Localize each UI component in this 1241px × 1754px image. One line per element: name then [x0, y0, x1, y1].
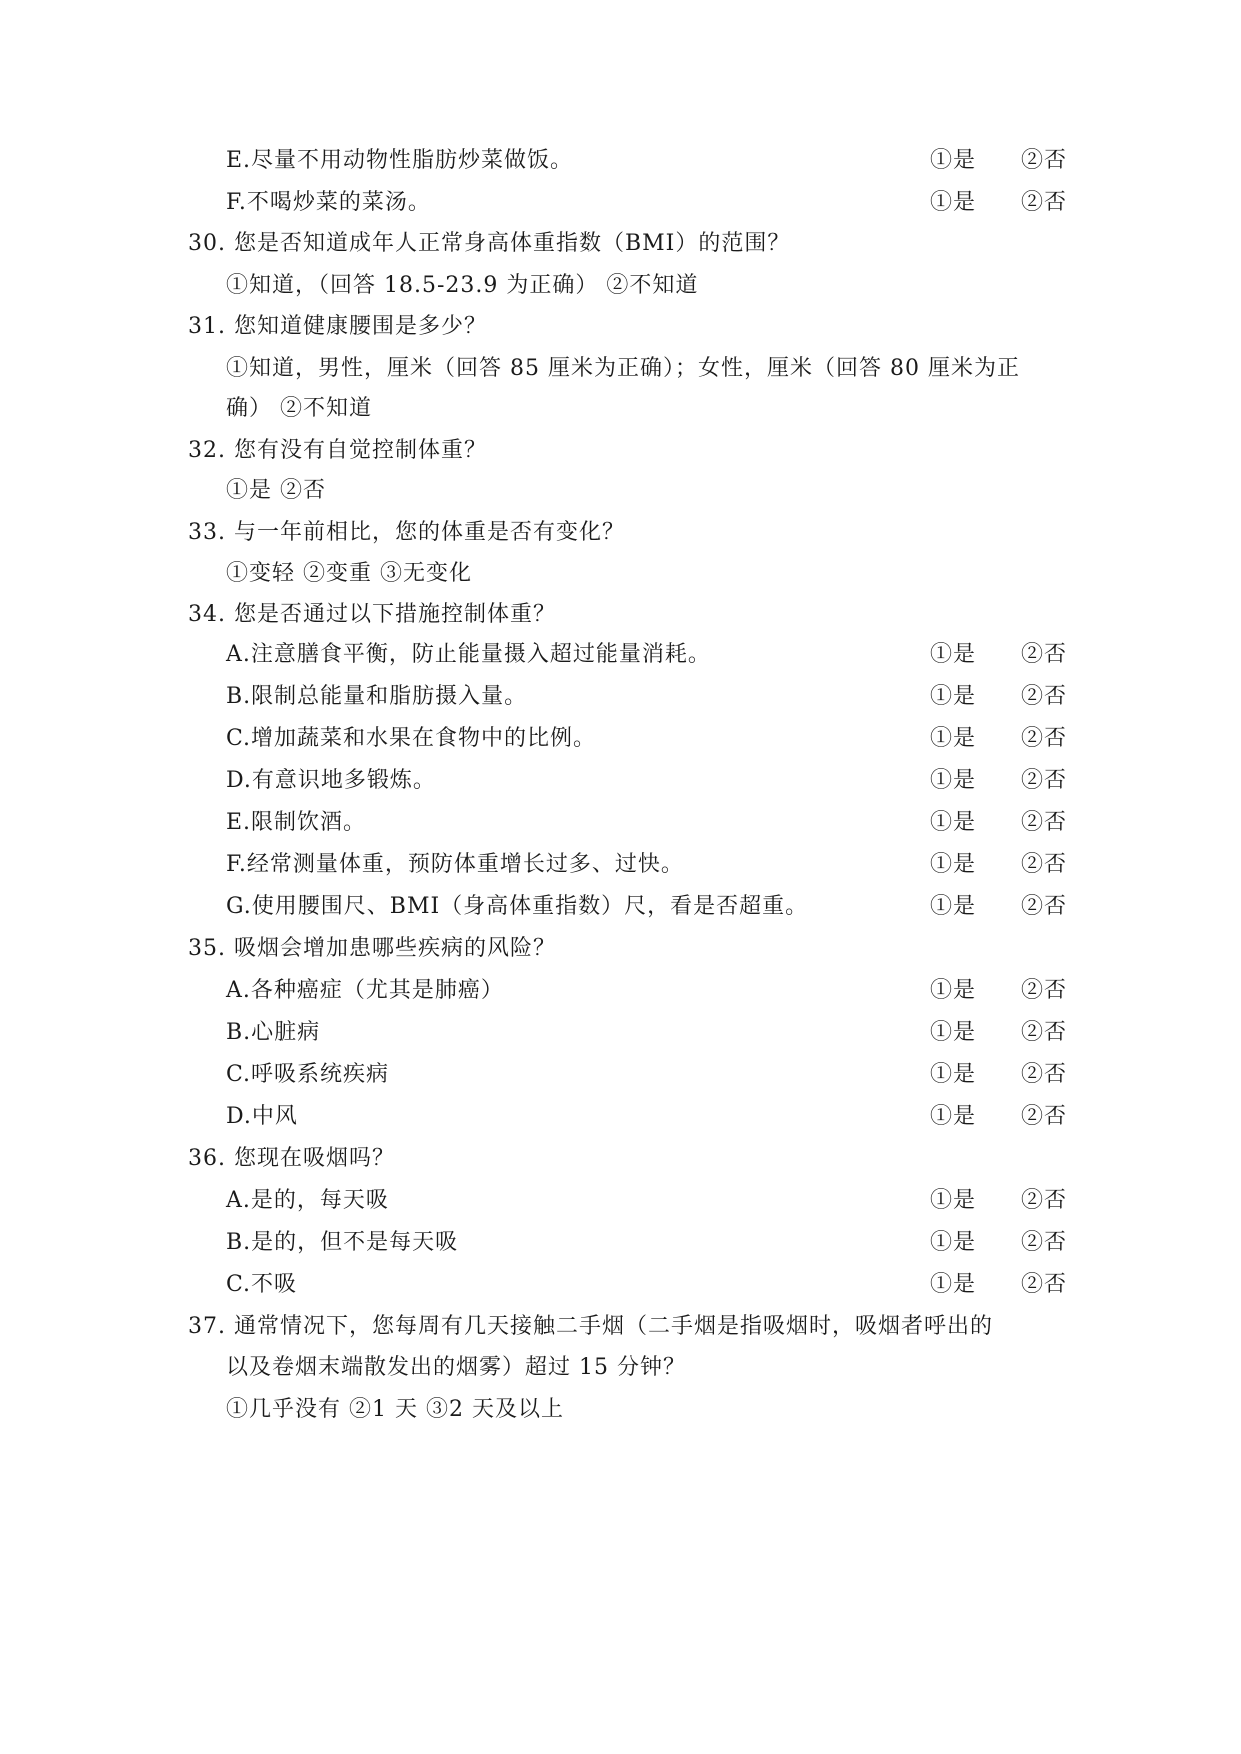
yes-choice[interactable]: ①是	[930, 726, 977, 751]
yes-choice[interactable]: ①是	[930, 642, 977, 667]
no-choice[interactable]: ②否	[1021, 894, 1068, 919]
yes-choice[interactable]: ①是	[930, 1188, 977, 1213]
question-31: 31. 您知道健康腰围是多少？	[188, 314, 487, 339]
no-choice[interactable]: ②否	[1021, 768, 1068, 793]
no-choice[interactable]: ②否	[1021, 978, 1068, 1003]
question-37-line2: 以及卷烟末端散发出的烟雾）超过 15 分钟？	[226, 1355, 686, 1380]
q32-options[interactable]: ①是 ②否	[226, 478, 326, 503]
yes-choice[interactable]: ①是	[930, 1104, 977, 1129]
q30-options[interactable]: ①知道，（回答 18.5-23.9 为正确） ②不知道	[226, 273, 699, 298]
yes-choice[interactable]: ①是	[930, 768, 977, 793]
no-choice[interactable]: ②否	[1021, 1104, 1068, 1129]
no-choice[interactable]: ②否	[1021, 148, 1068, 173]
q36-option-c: C.不吸	[226, 1272, 298, 1297]
yes-choice[interactable]: ①是	[930, 1062, 977, 1087]
q35-option-d: D.中风	[226, 1104, 298, 1129]
q34-option-a: A.注意膳食平衡，防止能量摄入超过能量消耗。	[226, 642, 711, 667]
q34-option-f: F.经常测量体重，预防体重增长过多、过快。	[226, 852, 684, 877]
yes-choice[interactable]: ①是	[930, 190, 977, 215]
q34-option-b: B.限制总能量和脂肪摄入量。	[226, 684, 528, 709]
question-33: 33. 与一年前相比，您的体重是否有变化？	[188, 520, 625, 545]
question-35: 35. 吸烟会增加患哪些疾病的风险？	[188, 936, 556, 961]
q31-options-line1[interactable]: ①知道，男性，厘米（回答 85 厘米为正确）；女性，厘米（回答 80 厘米为正	[226, 356, 1020, 381]
no-choice[interactable]: ②否	[1021, 1188, 1068, 1213]
yes-choice[interactable]: ①是	[930, 1020, 977, 1045]
q33-options[interactable]: ①变轻 ②变重 ③无变化	[226, 561, 472, 586]
q37-options[interactable]: ①几乎没有 ②1 天 ③2 天及以上	[226, 1397, 564, 1422]
no-choice[interactable]: ②否	[1021, 1230, 1068, 1255]
q34-option-c: C.增加蔬菜和水果在食物中的比例。	[226, 726, 597, 751]
q34-option-d: D.有意识地多锻炼。	[226, 768, 436, 793]
question-34: 34. 您是否通过以下措施控制体重？	[188, 602, 556, 627]
question-36: 36. 您现在吸烟吗？	[188, 1146, 395, 1171]
yes-choice[interactable]: ①是	[930, 810, 977, 835]
no-choice[interactable]: ②否	[1021, 726, 1068, 751]
no-choice[interactable]: ②否	[1021, 810, 1068, 835]
yes-choice[interactable]: ①是	[930, 148, 977, 173]
no-choice[interactable]: ②否	[1021, 642, 1068, 667]
question-32: 32. 您有没有自觉控制体重？	[188, 438, 487, 463]
yes-choice[interactable]: ①是	[930, 1272, 977, 1297]
q35-option-a: A.各种癌症（尤其是肺癌）	[226, 978, 504, 1003]
q34-option-g: G.使用腰围尺、BMI（身高体重指数）尺，看是否超重。	[226, 894, 809, 919]
q34-option-e: E.限制饮酒。	[226, 810, 367, 835]
question-30: 30. 您是否知道成年人正常身高体重指数（BMI）的范围？	[188, 231, 791, 256]
no-choice[interactable]: ②否	[1021, 1020, 1068, 1045]
q36-option-b: B.是的，但不是每天吸	[226, 1230, 459, 1255]
no-choice[interactable]: ②否	[1021, 190, 1068, 215]
q36-option-a: A.是的，每天吸	[226, 1188, 389, 1213]
yes-choice[interactable]: ①是	[930, 684, 977, 709]
question-37-line1: 37. 通常情况下，您每周有几天接触二手烟（二手烟是指吸烟时，吸烟者呼出的	[188, 1314, 993, 1339]
q29-option-f: F.不喝炒菜的菜汤。	[226, 190, 431, 215]
no-choice[interactable]: ②否	[1021, 1272, 1068, 1297]
no-choice[interactable]: ②否	[1021, 1062, 1068, 1087]
q35-option-b: B.心脏病	[226, 1020, 321, 1045]
no-choice[interactable]: ②否	[1021, 852, 1068, 877]
yes-choice[interactable]: ①是	[930, 1230, 977, 1255]
q31-options-line2[interactable]: 确） ②不知道	[226, 396, 372, 421]
yes-choice[interactable]: ①是	[930, 852, 977, 877]
yes-choice[interactable]: ①是	[930, 978, 977, 1003]
yes-choice[interactable]: ①是	[930, 894, 977, 919]
q29-option-e: E.尽量不用动物性脂肪炒菜做饭。	[226, 148, 574, 173]
no-choice[interactable]: ②否	[1021, 684, 1068, 709]
q35-option-c: C.呼吸系统疾病	[226, 1062, 390, 1087]
